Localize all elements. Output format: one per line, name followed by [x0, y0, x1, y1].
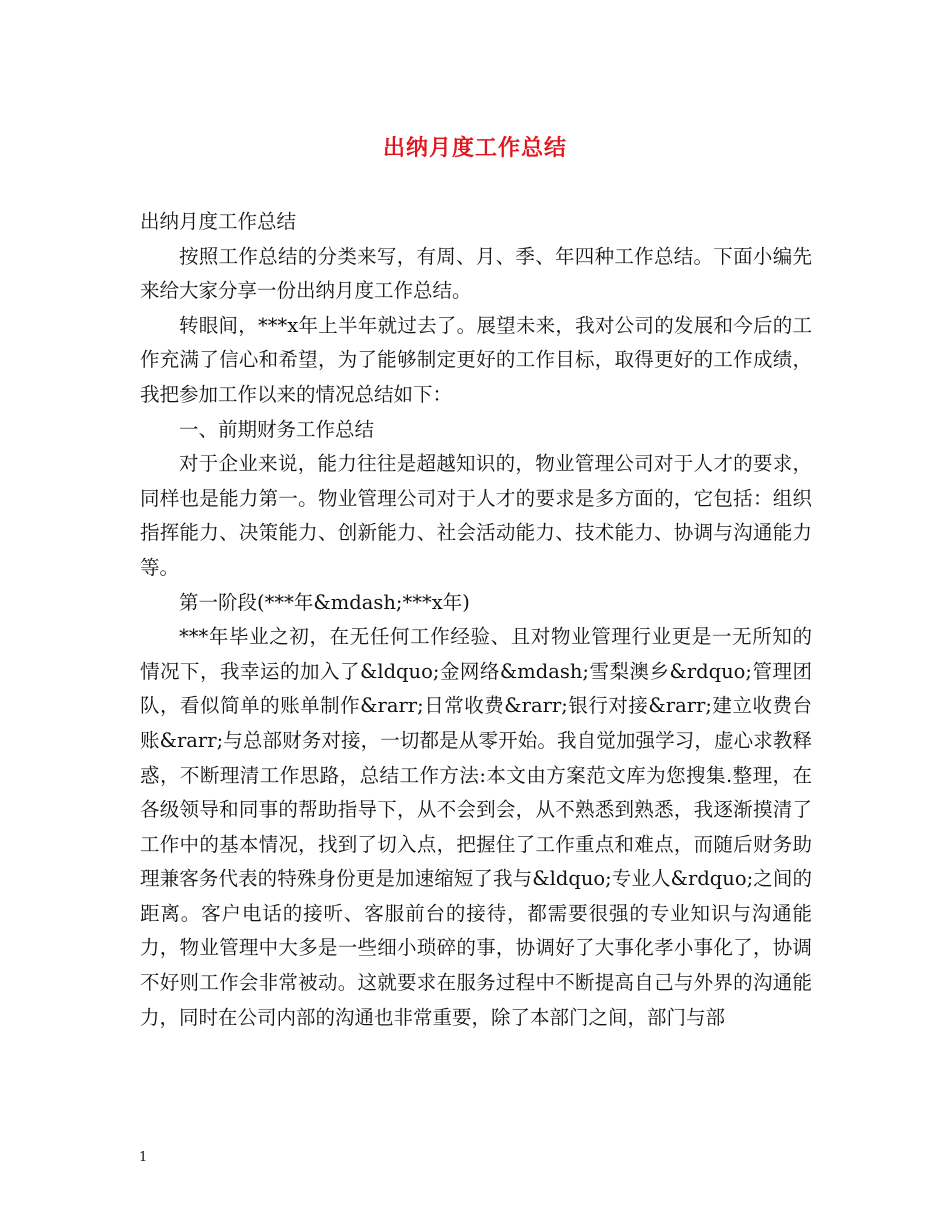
- body-heading: 出纳月度工作总结: [140, 210, 297, 233]
- document-body: [140, 205, 812, 1035]
- paragraph-stage-1: ***年毕业之初，在无任何工作经验、且对物业管理行业更是一无所知的情况下，我幸运的加入了&ldquo;金网络&mdash;雪梨澳乡&rdquo;管理团队，看似简单的账单制作&rarr;日常收费&rarr;银行对接&rarr;建立收费台账&rarr;与总部财务对接，一切都是从零开始。我自觉加强学习，虚心求教释惑，不断理清工作思路，总结工作方法:本文由方案范文库为您搜集.整理，在各级领导和同事的帮助指导下，从不会到会，从不熟悉到熟悉，我逐渐摸清了工作中的基本情况，找到了切入点，把握住了工作重点和难点，而随后财务助理兼客务代表的特殊身份更是加速缩短了我与&ldquo;专业人&rdquo;之间的距离。客户电话的接听、客服前台的接待，都需要很强的专业知识与沟通能力，物业管理中大多是一些细小琐碎的事，协调好了大事化孝小事化了，协调不好则工作会非常被动。这就要求在服务过程中不断提高自己与外界的沟通能力，同时在公司内部的沟通也非常重要，除了本部门之间，部门与部: [140, 625, 812, 1029]
- paragraph-ability: 对于企业来说，能力往往是超越知识的，物业管理公司对于人才的要求，同样也是能力第一。物业管理公司对于人才的要求是多方面的，它包括：组织指挥能力、决策能力、创新能力、社会活动能力、技术能力、协调与沟通能力等。: [140, 452, 812, 579]
- paragraph-opening: 转眼间，***x年上半年就过去了。展望未来，我对公司的发展和今后的工作充满了信心和希望，为了能够制定更好的工作目标，取得更好的工作成绩，我把参加工作以来的情况总结如下：: [140, 313, 812, 406]
- page-number: 1: [139, 1150, 148, 1165]
- document-title: 出纳月度工作总结: [382, 135, 567, 161]
- section-heading-1: 一、前期财务工作总结: [179, 417, 375, 441]
- paragraph-intro: 按照工作总结的分类来写，有周、月、季、年四种工作总结。下面小编先来给大家分享一份出纳月度工作总结。: [140, 244, 812, 303]
- stage-heading-1: 第一阶段(***年&mdash;***x年): [179, 590, 470, 614]
